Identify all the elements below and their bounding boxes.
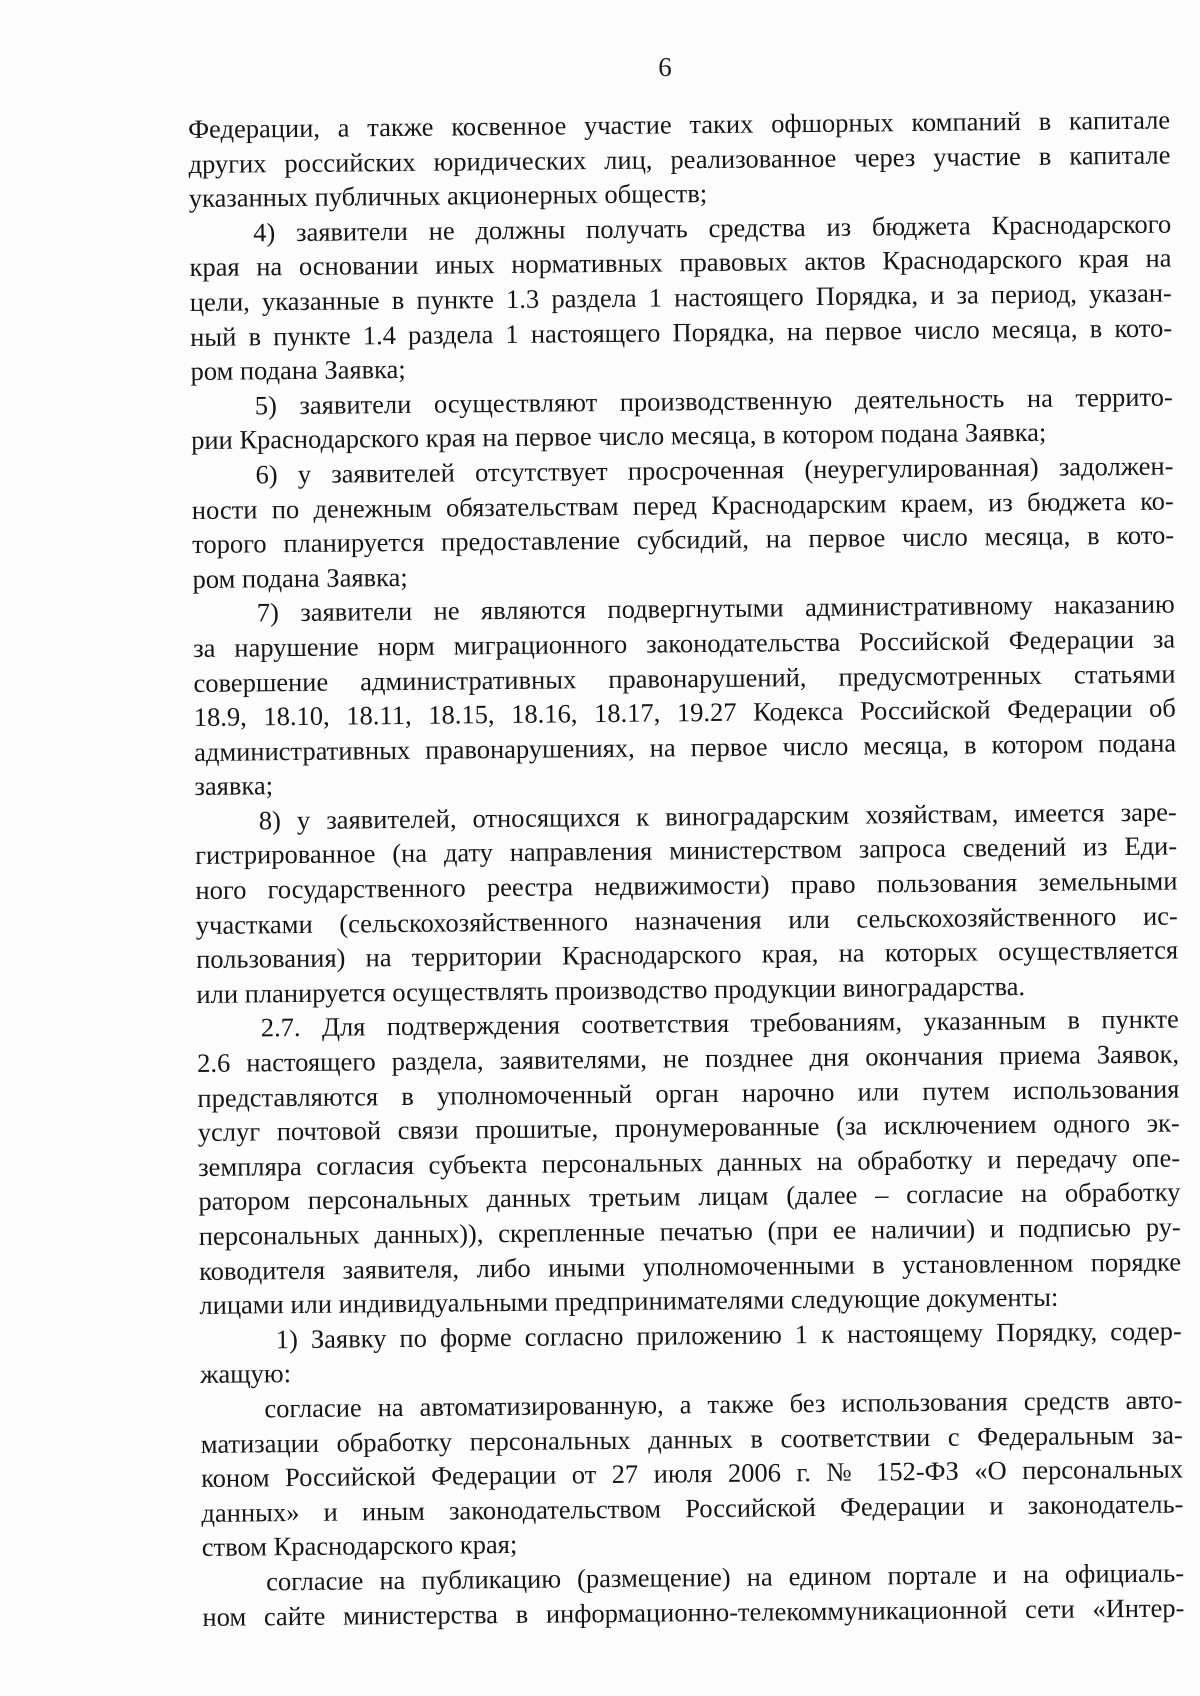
text-line: согласие на публикацию (размещение) на едином портале и на официаль- (265, 1557, 1185, 1597)
text-line: 2.7. Для подтверждения соответствия требованиям, указанным в пункте (260, 1003, 1179, 1043)
text-line: 4) заявители не должны получать средства из бюджета Краснодарского (253, 208, 1172, 248)
text-line: ством Краснодарского края; (201, 1529, 518, 1563)
text-line: 8) у заявителей, относящихся к виноградарским хозяйствам, имеется заре- (258, 796, 1177, 836)
text-line: ром подана Заявка; (192, 561, 408, 594)
text-line: согласие на автоматизированную, а также без использования средств авто- (264, 1384, 1183, 1424)
text-line: матизации обработку персональных данных в соответствии с Федеральным за- (200, 1419, 1183, 1459)
text-line: коном Российской Федерации от 27 июля 2006 г. № 152-ФЗ «О персональных (200, 1453, 1184, 1494)
text-line: данных» и иным законодательством Российской Федерации и законодатель- (201, 1488, 1184, 1528)
text-line: 6) у заявителей отсутствует просроченная (неурегулированная) задолжен- (255, 450, 1174, 490)
text-line: услуг почтовой связи прошитые, пронумерованные (за исключением одного эк- (197, 1107, 1180, 1148)
text-line: ности по денежным обязательствам перед Краснодарским краем, из бюджета ко- (191, 485, 1174, 525)
text-line: лицами или индивидуальными предпринимателями следующие документы: (199, 1281, 1059, 1321)
text-line: Федерации, а также косвенное участие таких офшорных компаний в капитале (188, 104, 1171, 144)
text-line: цели, указанные в пункте 1.3 раздела 1 настоящего Порядка, и за период, указан- (189, 277, 1172, 317)
text-line: 7) заявители не являются подвергнутыми административному наказанию (256, 588, 1175, 628)
text-line: торого планируется предоставление субсидий, на первое число месяца, в кото- (192, 519, 1175, 560)
text-line: 1) Заявку по форме согласно приложению 1 к настоящему Порядку, содер- (275, 1315, 1182, 1354)
text-line: представляются в уполномоченный орган нарочно или путем использования (197, 1073, 1180, 1113)
text-line: ратором персональных данных третьим лицам (далее – согласие на обработку (198, 1176, 1181, 1217)
text-line: или планируется осуществлять производство продукции виноградарства. (196, 970, 1026, 1009)
text-line: гистрированное (на дату направления министерством запроса сведений из Еди- (194, 831, 1178, 871)
text-line: указанных публичных акционерных обществ; (188, 178, 708, 214)
text-line: жащую: (199, 1358, 292, 1390)
text-line: земпляра согласия субъекта персональных данных на обработку и передачу опе- (197, 1142, 1181, 1182)
text-line: других российских юридических лиц, реализованное через участие в капитале (188, 139, 1171, 179)
text-line: ного государственного реестра недвижимости) право пользования земельными (195, 865, 1178, 906)
text-line: ном сайте министерства в информационно-телекоммуникационной сети «Интер- (202, 1592, 1185, 1632)
text-line: пользования) на территории Краснодарского края, на которых осуществляется (195, 934, 1179, 975)
document-body (188, 103, 1185, 1634)
text-line: 18.9, 18.10, 18.11, 18.15, 18.16, 18.17, 19.27 Кодекса Российской Федерации об (193, 692, 1176, 733)
text-line: рии Краснодарского края на первое число месяца, в котором подана Заявка; (191, 417, 1047, 456)
page-number: 6 (658, 52, 672, 82)
text-line: ный в пункте 1.4 раздела 1 настоящего Порядка, на первое число месяца, в кото- (190, 312, 1173, 352)
text-line: 5) заявители осуществляют производственную деятельность на террито- (254, 381, 1173, 421)
text-line: ководителя заявителя, либо иными уполномоченными в установленном порядке (198, 1246, 1182, 1286)
text-line: совершение административных правонарушений, предусмотренных статьями (193, 658, 1176, 698)
text-line: административных правонарушениях, на первое число месяца, в котором подана (193, 727, 1177, 767)
text-line: края на основании иных нормативных правовых актов Краснодарского края на (189, 242, 1172, 283)
text-line: за нарушение норм миграционного законодательства Российской Федерации за (193, 623, 1176, 663)
text-line: участками (сельскохозяйственного назначения или сельскохозяйственного ис- (195, 900, 1178, 940)
text-line: 2.6 настоящего раздела, заявителями, не позднее дня окончания приема Заявок, (196, 1038, 1180, 1078)
text-line: заявка; (194, 770, 274, 802)
text-line: персональных данных)), скрепленные печатью (при ее наличии) и подписью ру- (198, 1211, 1181, 1251)
text-line: ром подана Заявка; (190, 354, 406, 387)
